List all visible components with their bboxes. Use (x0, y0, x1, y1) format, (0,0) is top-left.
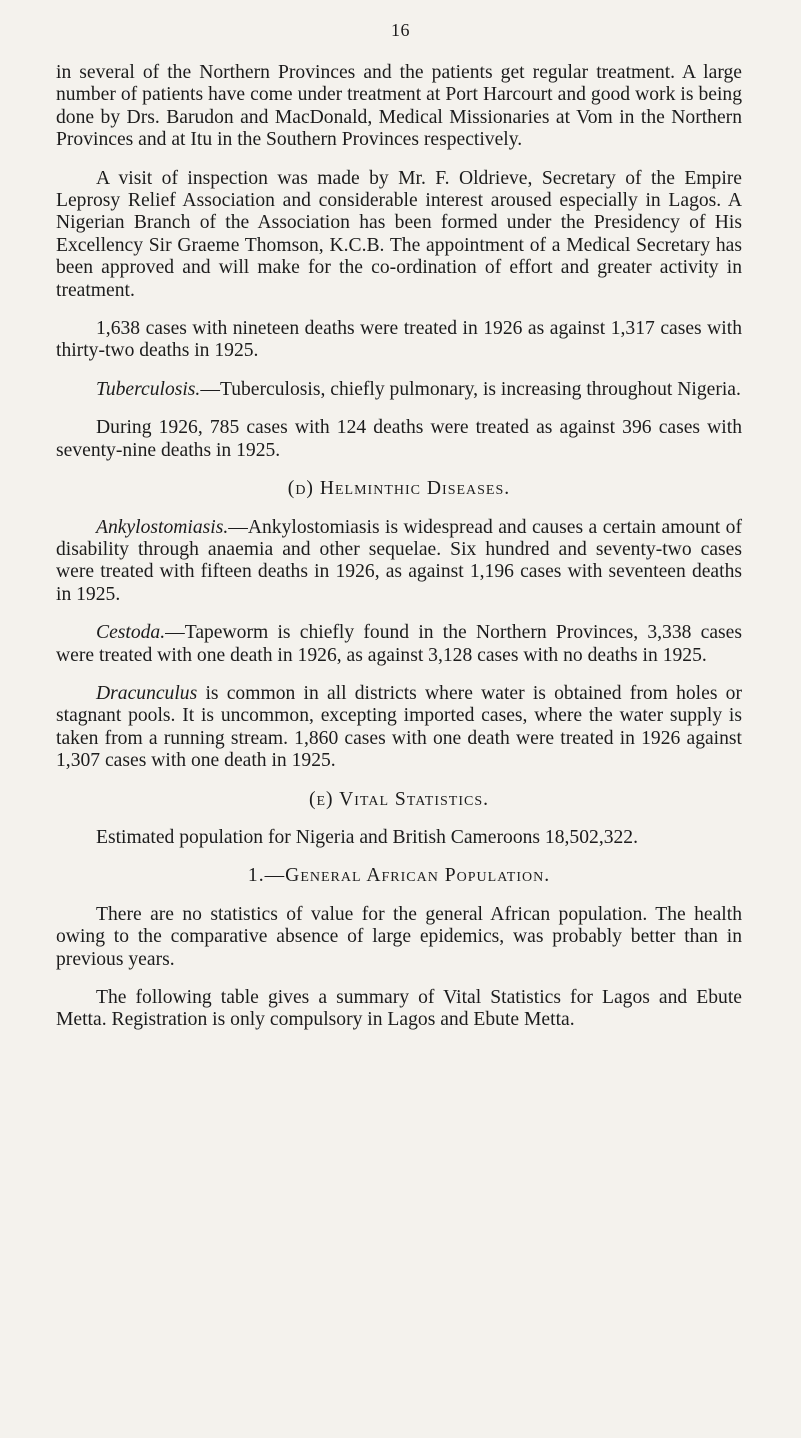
paragraph (56, 904, 742, 971)
paragraph-text: A visit of inspection was made by Mr. F. Oldrieve, Secretary of the Empire Leprosy Relief Association and considerable interest aroused especially in Lagos. A Nigerian Branch of the Association has been formed under the Presidency of His Excellency Sir Graeme Thomson, K.C.B. The appointment of a Medical Secretary has been approved and will make for the co-ordination of effort and greater activity in treatment. (56, 167, 742, 301)
paragraph (56, 517, 742, 607)
paragraph-text: The following table gives a summary of Vital Statistics for Lagos and Ebute Metta. Registration is only compulsory in Lagos and Ebute Metta. (56, 987, 742, 1031)
paragraph (56, 827, 742, 849)
page-number: 16 (391, 20, 410, 40)
run-in-heading: Ankylostomiasis. (96, 516, 229, 538)
paragraph (56, 987, 742, 1032)
paragraph-text: —Tapeworm is chiefly found in the Northern Provinces, 3,338 cases were treated with one death in 1926, as against 3,128 cases with no deaths in 1925. (56, 622, 742, 666)
paragraph-text: During 1926, 785 cases with 124 deaths were treated as against 396 cases with seventy-nine deaths in 1925. (56, 417, 742, 461)
paragraph (56, 622, 742, 667)
paragraph (56, 168, 742, 302)
section-heading: (e) Vital Statistics. (308, 788, 490, 810)
run-in-heading: Cestoda. (96, 622, 166, 644)
section-heading: (d) Helminthic Diseases. (287, 478, 511, 500)
paragraph-text: Estimated population for Nigeria and British Cameroons 18,502,322. (96, 826, 639, 848)
paragraph (56, 62, 742, 152)
paragraph-text: There are no statistics of value for the general African population. The health owing to the comparative absence of large epidemics, was probably better than in previous years. (56, 903, 742, 970)
section-heading: 1.—General African Population. (247, 865, 551, 887)
paragraph (56, 318, 742, 363)
run-in-heading: Dracunculus (96, 682, 198, 704)
run-in-heading: Tuberculosis. (96, 378, 201, 400)
paragraph-text: in several of the Northern Provinces and the patients get regular treatment. A large number of patients have come under treatment at Port Harcourt and good work is being done by Drs. Barudon and MacDonald, Medical Missionaries at Vom in the Northern Provinces and at Itu in the Southern Provinces respectively. (56, 62, 742, 151)
paragraph-text: is common in all districts where water is obtained from holes or stagnant pools. It is uncommon, excepting imported cases, where the water supply is taken from a running stream. 1,860 cases with one death were treated in 1926 against 1,307 cases with one death in 1925. (56, 682, 742, 772)
paragraph-text: —Ankylostomiasis is widespread and causes a certain amount of disability through anaemia and other sequelae. Six hundred and seventy-two cases were treated with fifteen deaths in 1926, as against 1,196 cases with seventeen deaths in 1925. (56, 516, 742, 605)
paragraph (56, 417, 742, 462)
paragraph (56, 379, 742, 401)
paragraph-text: 1,638 cases with nineteen deaths were treated in 1926 as against 1,317 cases with thirty-two deaths in 1925. (56, 318, 742, 362)
paragraph-text: —Tuberculosis, chiefly pulmonary, is increasing throughout Nigeria. (200, 378, 741, 400)
body-text (56, 62, 742, 1048)
paragraph (56, 683, 742, 773)
